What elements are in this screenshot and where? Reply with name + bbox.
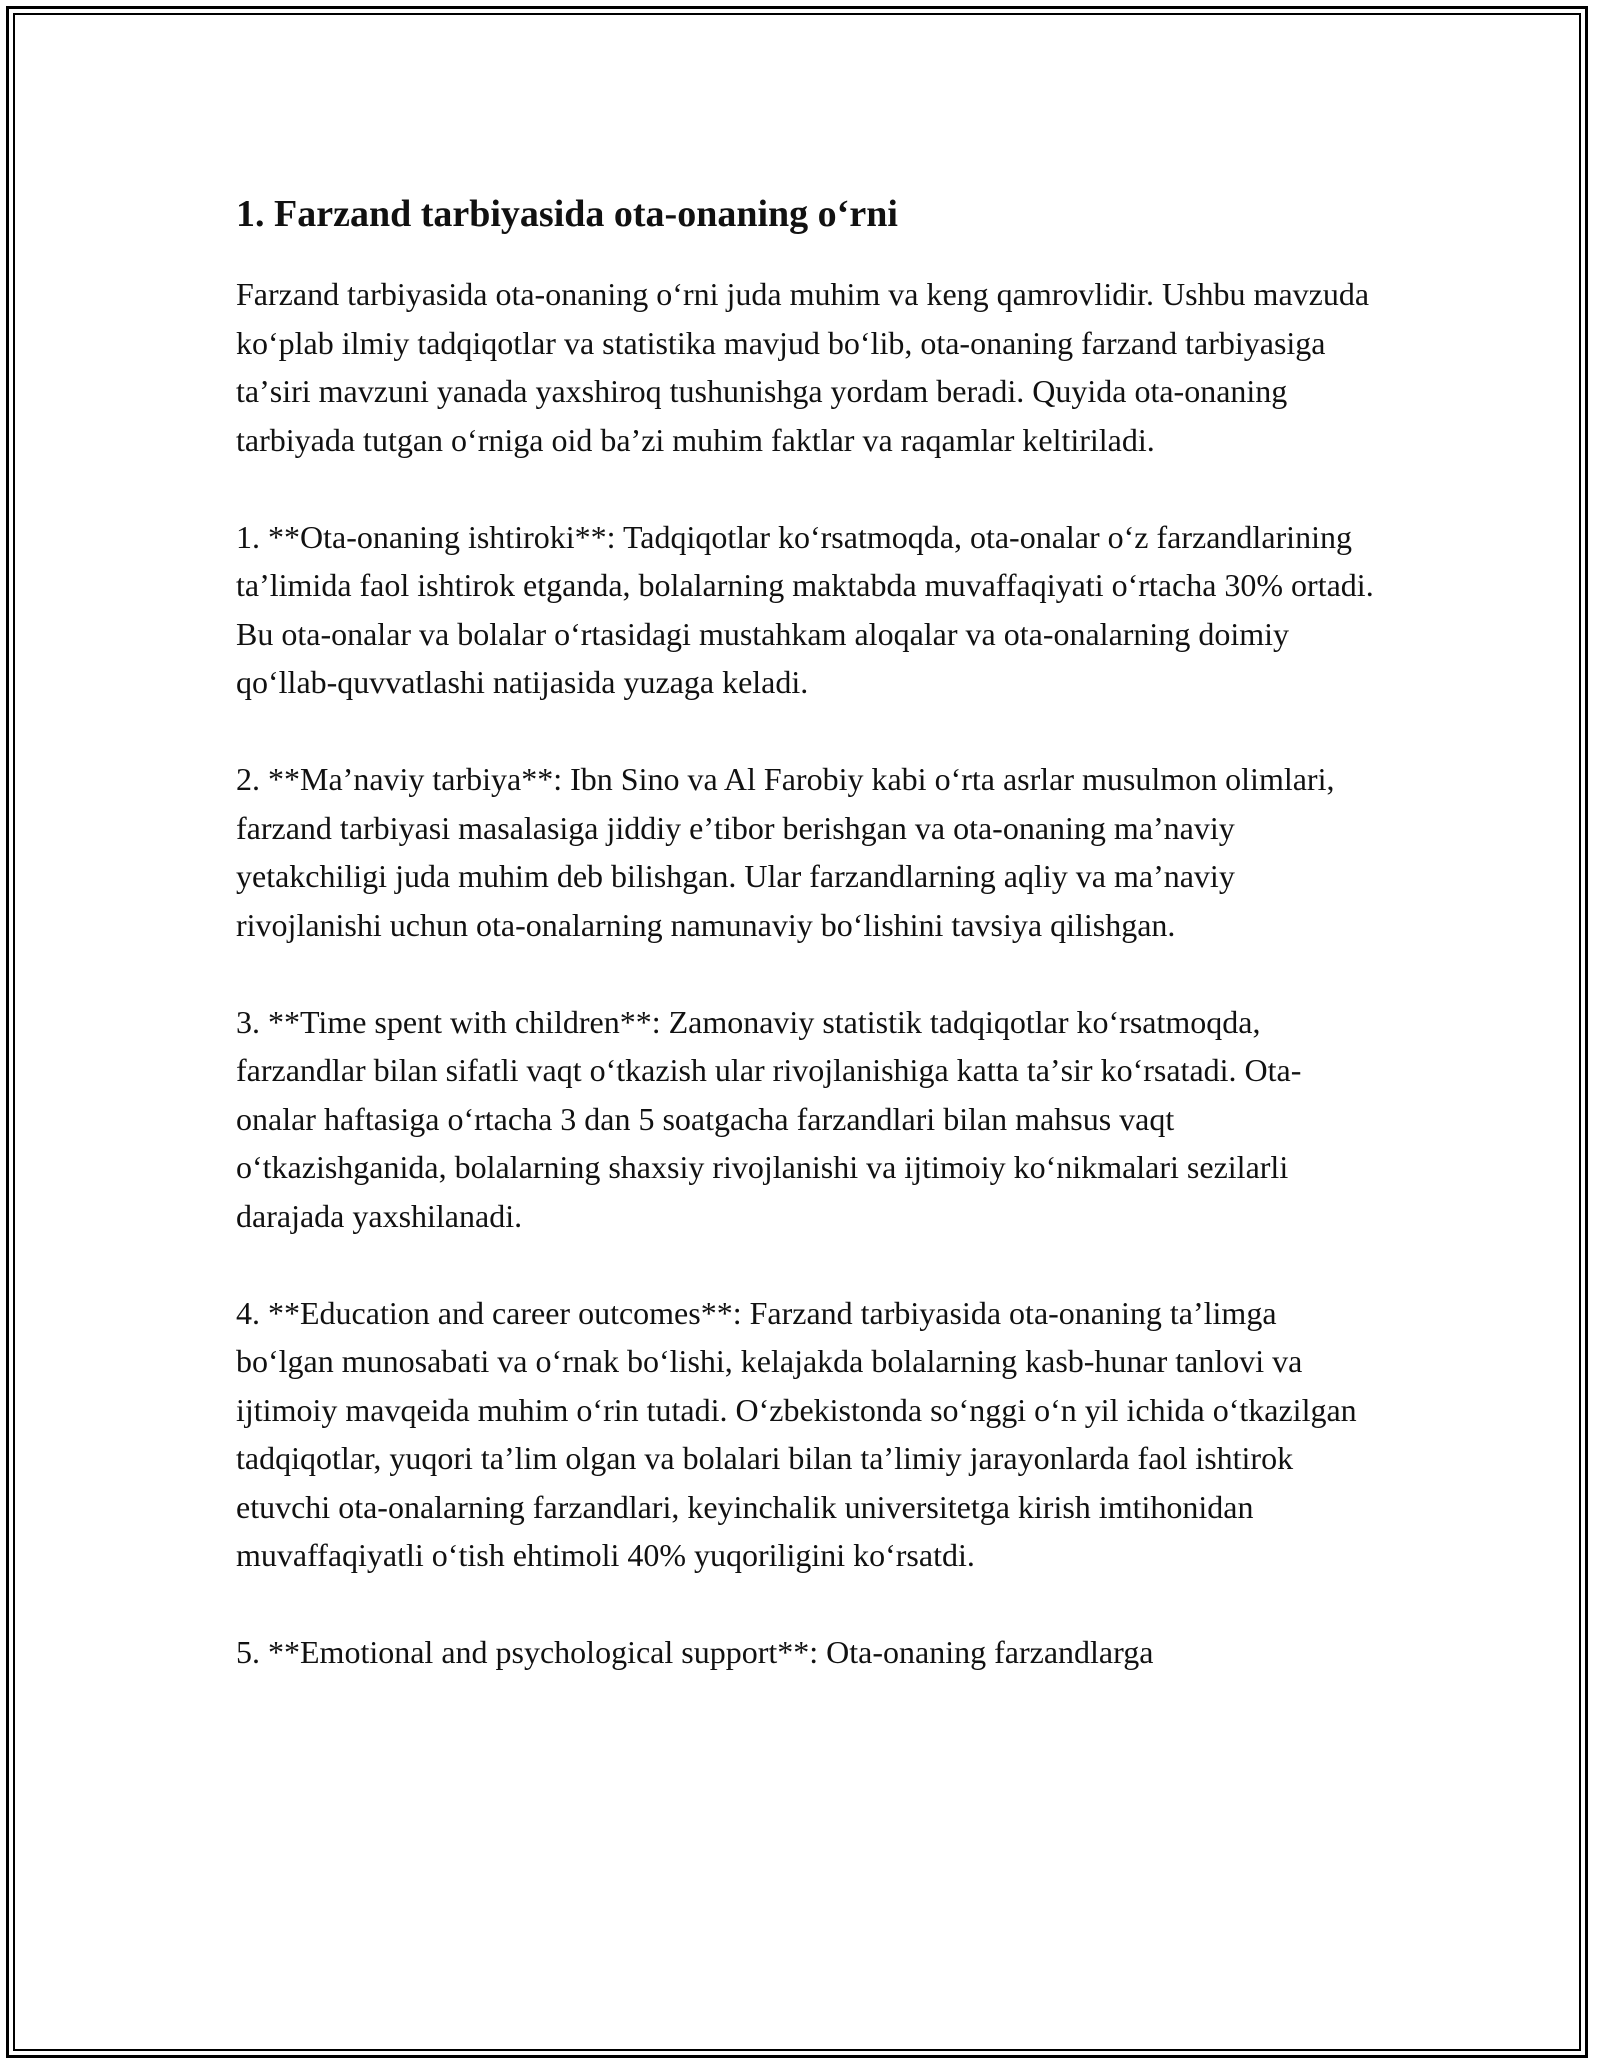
point-2-paragraph: 2. **Maʼnaviy tarbiya**: Ibn Sino va Al Farobiy kabi oʻrta asrlar musulmon olimlari, farzand tarbiyasi masalasiga jiddiy eʼtibor berishgan va ota-onaning maʼnaviy yetakchiligi juda muhim deb bilishgan. Ular farzandlarning aqliy va maʼnaviy rivojlanishi uchun ota-onalarning namunaviy boʻlishini tavsiya qilishgan. [236, 761, 1335, 943]
intro-paragraph: Farzand tarbiyasida ota-onaning oʻrni juda muhim va keng qamrovlidir. Ushbu mavzuda koʻplab ilmiy tadqiqotlar va statistika mavjud boʻlib, ota-onaning farzand tarbiyasiga taʼsiri mavzuni yanada yaxshiroq tushunishga yordam beradi. Quyida ota-onaning tarbiyada tutgan oʻrniga oid baʼzi muhim faktlar va raqamlar keltiriladi. [236, 276, 1370, 458]
point-4-paragraph: 4. **Education and career outcomes**: Farzand tarbiyasida ota-onaning taʼlimga boʻlgan munosabati va oʻrnak boʻlishi, kelajakda bolalarning kasb-hunar tanlovi va ijtimoiy mavqeida muhim oʻrin tutadi. Oʻzbekistonda soʻnggi oʻn yil ichida oʻtkazilgan tadqiqotlar, yuqori taʼlim olgan va bolalari bilan taʼlimiy jarayonlarda faol ishtirok etuvchi ota-onalarning farzandlari, keyinchalik universitetga kirish imtihonidan muvaffaqiyatli oʻtish ehtimoli 40% yuqoriligini koʻrsatdi. [236, 1294, 1357, 1573]
point-3-paragraph: 3. **Time spent with children**: Zamonaviy statistik tadqiqotlar koʻrsatmoqda, farzandlar bilan sifatli vaqt oʻtkazish ular rivojlanishiga katta taʼsir koʻrsatadi. Ota-onalar haftasiga oʻrtacha 3 dan 5 soatgacha farzandlari bilan mahsus vaqt oʻtkazishganida, bolalarning shaxsiy rivojlanishi va ijtimoiy koʻnikmalari sezilarli darajada yaxshilanadi. [236, 1003, 1302, 1234]
section-heading: 1. Farzand tarbiyasida ota-onaning oʻrni [236, 193, 898, 235]
point-5-paragraph: 5. **Emotional and psychological support**: Ota-onaning farzandlarga [236, 1634, 1154, 1670]
point-1-paragraph: 1. **Ota-onaning ishtiroki**: Tadqiqotlar koʻrsatmoqda, ota-onalar oʻz farzandlarining taʼlimida faol ishtirok etganda, bolalarning maktabda muvaffaqiyati oʻrtacha 30% ortadi. Bu ota-onalar va bolalar oʻrtasidagi mustahkam aloqalar va ota-onalarning doimiy qoʻllab-quvvatlashi natijasida yuzaga keladi. [236, 518, 1374, 700]
document-body [236, 186, 1376, 1725]
